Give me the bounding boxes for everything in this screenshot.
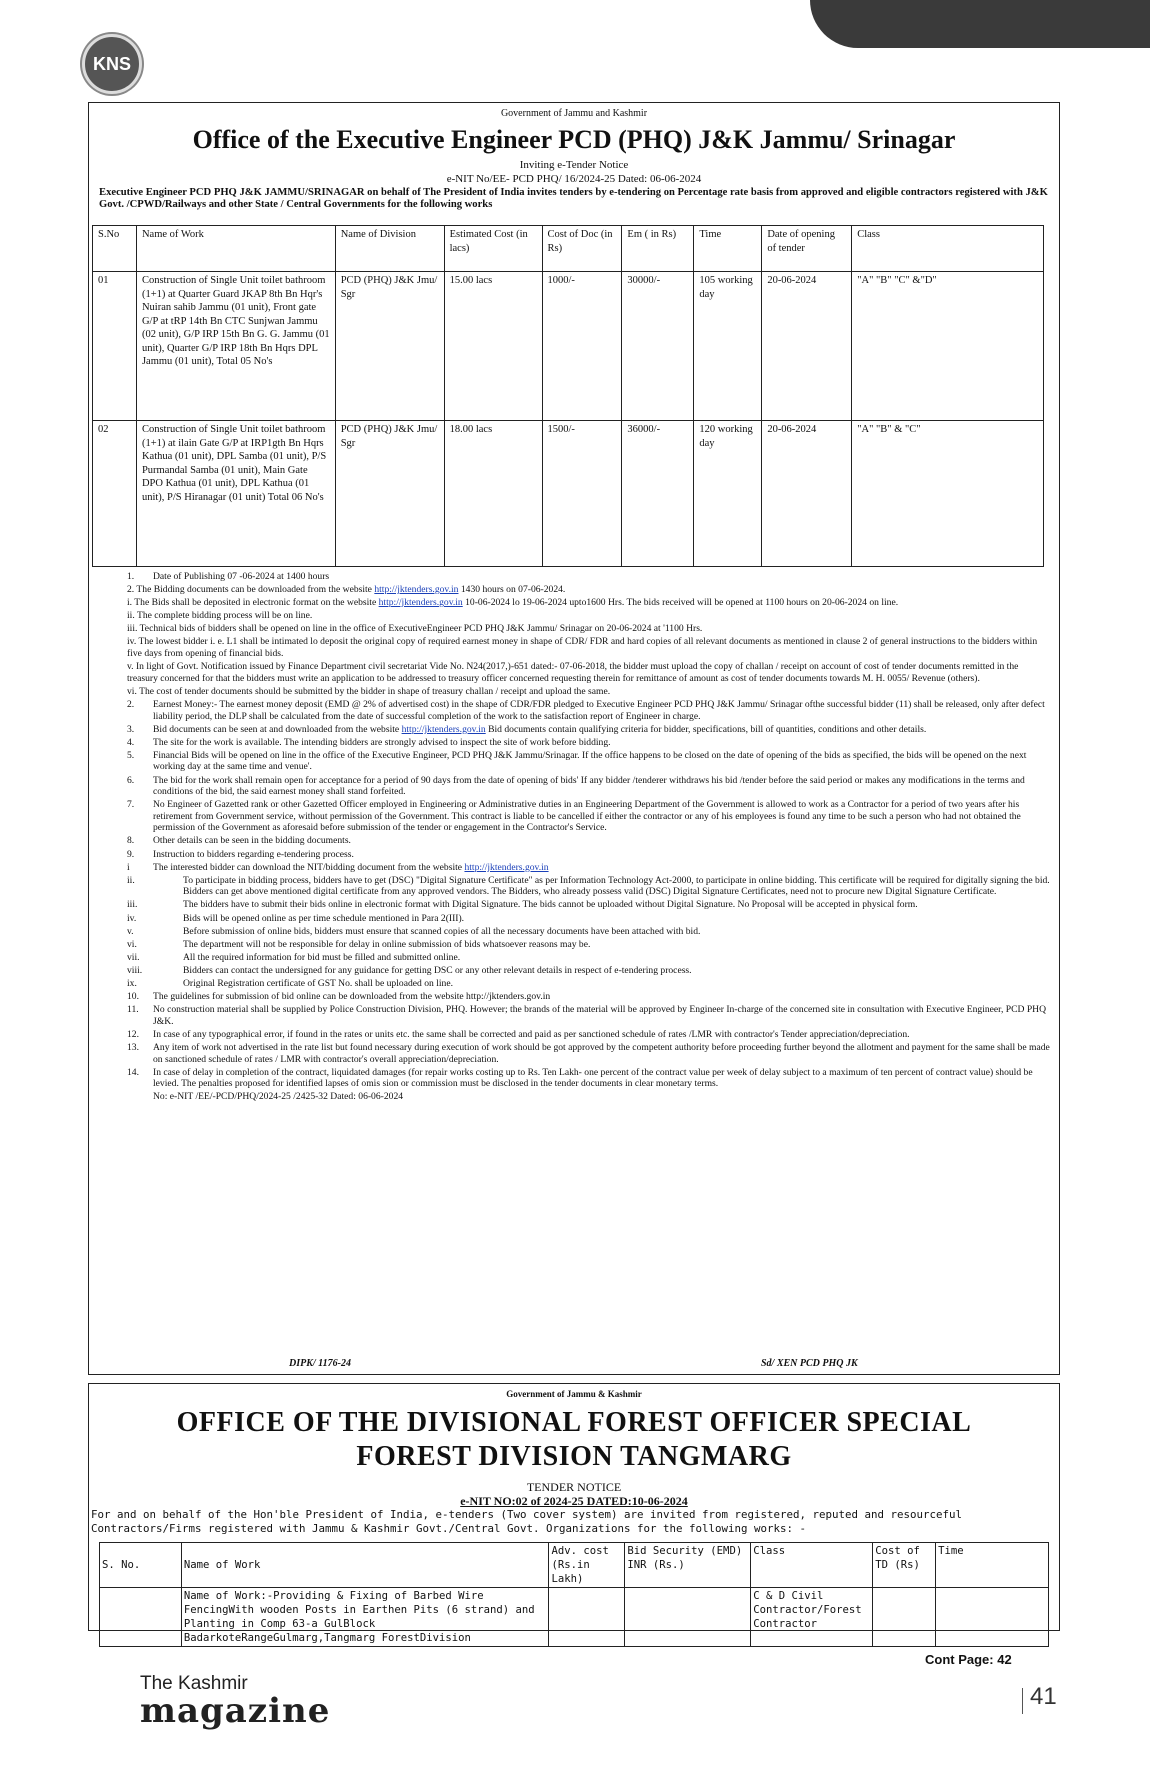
list-item: v. Before submission of online bids, bidders must ensure that scanned copies of all the necessary documents have been attached with bid. [127, 925, 701, 937]
table-cell: 30000/- [622, 272, 694, 421]
list-item: 11. No construction material shall be supplied by Police Construction Division, PHQ. However; the brands of the material will be approved by Engineer In-charge of the concerned site in consultation with Executive Engineer, PCD PHQ J&K. [127, 1004, 1047, 1027]
corner-decoration [810, 0, 1150, 48]
notice-pcd-phq [88, 102, 1060, 1375]
page-divider [1022, 1688, 1023, 1714]
table-cell: 105 working day [694, 272, 762, 421]
list-item: v. In light of Govt. Notification issued by Finance Department civil secretariat Vide No. N24(2017,)-651 dated:- 07-06-2018, the bidder must upload the copy of challan / receipt on account of cost of tender documents remitted in the treasury concerned for that the bidders must write an application to be addressed to treasury officer concerned requesting therein for remittance of amount as cost of tender documents towards M. H. 0055/ Revenue (others). [127, 661, 1019, 684]
list-item: 3. Bid documents can be seen at and downloaded from the website http://jktenders.gov.in Bid documents contain qualifying criteria for bidder, specifications, bill of quantities, conditions and other details. [127, 723, 927, 735]
list-item: 7. No Engineer of Gazetted rank or other Gazetted Officer employed in Engineering or Administrative duties in an Engineering Department of the Government is allowed to work as a Contractor for a period of two years after his retirement from Government service, without permission of the Government. This contract is liable to be cancelled if either the contractor or any of his employees is found any time to be such a person who had not obtained the permission of the Government as aforesaid before submission of the tender or engagement in the Contractor's Service. [127, 799, 1021, 834]
list-item: 5. Financial Bids will be opened on line in the office of the Executive Engineer, PCD PHQ J&K Jammu/Srinagar. If the office happens to be closed on the date of opening of the bids as specified, the bids will be opened on the next working day at the same time and venue'. [127, 749, 1027, 773]
column-header: S.No [93, 226, 137, 272]
list-item: 8. Other details can be seen in the bidding documents. [127, 835, 351, 847]
list-item: 4. The site for the work is available. The intending bidders are strongly advised to inspect the site of work before bidding. [127, 736, 611, 748]
table-cell: PCD (PHQ) J&K Jmu/ Sgr [335, 272, 444, 421]
notice1-works-table [92, 225, 1044, 567]
notice2-government: Government of Jammu & Kashmir [506, 1389, 642, 1399]
jktenders-link[interactable]: http://jktenders.gov.in [378, 597, 463, 609]
table-cell: 18.00 lacs [444, 421, 542, 567]
jktenders-link[interactable]: http://jktenders.gov.in [401, 723, 486, 735]
column-header: Time [694, 226, 762, 272]
list-item: iii. Technical bids of bidders shall be opened on line in the office of ExecutiveEngineer PCD PHQ J&K Jammu/ Srinagar on 20-06-2024 at '1100 Hrs. [127, 623, 703, 635]
table-cell: 20-06-2024 [762, 421, 852, 567]
table-cell: C & D Civil Contractor/Forest Contractor [751, 1588, 873, 1647]
list-item: ix. Original Registration certificate of GST No. shall be uploaded on line. [127, 978, 453, 989]
table-cell: 02 [93, 421, 137, 567]
list-item: 14. In case of delay in completion of the contract, liquidated damages (for repair works costing up to Rs. Ten Lakh- one percent of the contract value per week of delay subject to a maximum of ten percent of contract value) should be levied. The penalties proposed for identified lapses of omis sion or commission must be disclosed in the tender documents in clear monetary terms. [127, 1066, 1033, 1090]
list-item: 6. The bid for the work shall remain open for acceptance for a period of 90 days from the date of opening of bids' If any bidder /tenderer withdraws his bid /tender before the said period or makes any modifications in the terms and conditions of the bid, the said earnest money shall stand forfeited. [127, 774, 1025, 798]
list-item: 12. In case of any typographical error, if found in the rates or units etc. the same shall be corrected and paid as per sanctioned schedule of rates /LMR with contractor's Tender appreciation/depreciation. [127, 1028, 910, 1040]
column-header: Adv. cost (Rs.in Lakh) [549, 1543, 625, 1588]
dipk-number: DIPK/ 1176-24 [289, 1358, 351, 1369]
notice1-nit-number: e-NIT No/EE- PCD PHQ/ 16/2024-25 Dated: 06-06-2024 [446, 173, 702, 185]
table-cell: "A" "B" "C" &"D" [852, 272, 1044, 421]
notice2-works-table [99, 1542, 1049, 1647]
notice1-government: Government of Jammu and Kashmir [500, 108, 648, 119]
list-item: vi. The department will not be responsible for delay in online submission of bids whatsoever reasons may be. [127, 938, 591, 950]
list-item: 2. Earnest Money:- The earnest money deposit (EMD @ 2% of advertised cost) in the shape of CDR/FDR pledged to Executive Engineer PCD PHQ J&K Jammu/ Srinagar ofthe successful bidder (11) shall be released, only after defect liability period, the DLP shall be calculated from the date of successful completion of the work to the satisfaction report of Engineer in charge. [127, 698, 1045, 722]
table-row [93, 272, 1044, 421]
table-cell: 20-06-2024 [762, 272, 852, 421]
kns-logo: KNS [82, 34, 142, 94]
table-row [100, 1588, 1049, 1647]
list-item: 2. The Bidding documents can be downloaded from the website http://jktenders.gov.in 1430 hours on 07-06-2024. [127, 584, 566, 596]
table-header-row [93, 226, 1044, 272]
table-cell: 1500/- [542, 421, 622, 567]
jktenders-link[interactable]: http://jktenders.gov.in [464, 861, 549, 873]
table-cell [625, 1588, 751, 1647]
notice2-title: OFFICE OF THE DIVISIONAL FOREST OFFICER SPECIAL FOREST DIVISION TANGMARG [176, 1407, 972, 1472]
column-header: Time [936, 1543, 1049, 1588]
list-item: 10. The guidelines for submission of bid online can be downloaded from the website http://jktenders.gov.in [127, 991, 551, 1003]
list-item: 9. Instruction to bidders regarding e-tendering process. [127, 848, 354, 860]
column-header: Cost of Doc (in Rs) [542, 226, 622, 272]
notice-forest-division [88, 1383, 1060, 1644]
table-cell: PCD (PHQ) J&K Jmu/ Sgr [335, 421, 444, 567]
table-row [93, 421, 1044, 567]
table-cell: 36000/- [622, 421, 694, 567]
column-header: Cost of TD (Rs) [873, 1543, 936, 1588]
column-header: Class [751, 1543, 873, 1588]
list-item: iv. The lowest bidder i. e. L1 shall be intimated lo deposit the original copy of required earnest money in shape of CDR/ FDR and hard copies of all relevant documents as mentioned in clause 2 of general instructions to the bidders within five days from opening of financial bids. [127, 636, 1038, 660]
list-item: vii. All the required information for bid must be filled and submitted online. [127, 951, 461, 963]
list-item: viii. Bidders can contact the undersigned for any guidance for getting DSC or any other relevant details in respect of e-tendering process. [127, 964, 692, 976]
column-header: Name of Work [181, 1543, 549, 1588]
table-cell: Name of Work:-Providing & Fixing of Barbed Wire FencingWith wooden Posts in Earthen Pits (6 strand) and Planting in Comp 63-a GulBlock BadarkoteRangeGulmarg,Tangmarg ForestDivision [181, 1588, 549, 1647]
continued-page-label: Cont Page: 42 [925, 1652, 1012, 1667]
table-cell [936, 1588, 1049, 1647]
list-item: vi. The cost of tender documents should be submitted by the bidder in shape of treasury challan / receipt and upload the same. [127, 685, 611, 697]
notice1-intro: Executive Engineer PCD PHQ J&K JAMMU/SRINAGAR on behalf of The President of India invites tenders by e-tendering on Percentage rate basis from approved and eligible contractors registered with J&K Govt. /CPWD/Railways and other State / Central Governments for the following works [99, 187, 1048, 210]
signature: Sd/ XEN PCD PHQ JK [761, 1358, 858, 1369]
table-cell [873, 1588, 936, 1647]
notice1-title: Office of the Executive Engineer PCD (PHQ) J&K Jammu/ Srinagar [192, 125, 956, 154]
table-cell: 15.00 lacs [444, 272, 542, 421]
list-item: ii. The complete bidding process will be on line. [127, 610, 313, 622]
notice2-subtitle: TENDER NOTICE [526, 1480, 622, 1494]
list-item: i The interested bidder can download the NIT/bidding document from the website http://jktenders.gov.in [127, 861, 549, 873]
notice2-nit-number: e-NIT NO:02 of 2024-25 DATED:10-06-2024 [460, 1494, 688, 1508]
list-item: 13. Any item of work not advertised in the rate list but found necessary during execution of work should be got approved by the competent authority before proceeding further beyond the allotment and payment for the same shall be made on sanctioned schedule of rates / LMR with contractor's overall appreciation/depreciation. [127, 1041, 1050, 1065]
table-cell: 01 [93, 272, 137, 421]
list-item: ii. To participate in bidding process, bidders have to get (DSC) "Digital Signature Certificate" as per Information Technology Act-2000, to participate in online bidding. This certificate will be required for digitally signing the bid. Bidders can get above mentioned digital certificate from any approved vendors. The Bidders, who already possess valid (DSC) Digital Signature Certificates, need not to procure new Digital Signature Certificate. [127, 874, 1050, 898]
list-item: iv. Bids will be opened online as per time schedule mentioned in Para 2(III). [127, 912, 465, 924]
column-header: Estimated Cost (in lacs) [444, 226, 542, 272]
jktenders-link[interactable]: http://jktenders.gov.in [374, 584, 459, 596]
table-cell: 1000/- [542, 272, 622, 421]
notice1-terms-list [127, 571, 1051, 1104]
magazine-logo: The Kashmir magazine [140, 1673, 331, 1731]
column-header: Em ( in Rs) [622, 226, 694, 272]
list-item: 1. Date of Publishing 07 -06-2024 at 1400 hours [127, 571, 330, 582]
table-cell: "A" "B" & "C" [852, 421, 1044, 567]
table-cell [549, 1588, 625, 1647]
table-cell: Construction of Single Unit toilet bathroom (1+1) at Quarter Guard JKAP 8th Bn Hqr's Nuiran sahib Jammu (01 unit), Front gate G/P at tRP 14th Bn CTC Sunjwan Jammu (02 unit), G/P IRP 15th Bn G. G. Jammu (01 unit), Quarter G/P IRP 18th Bn Hqrs DPL Jammu (01 unit), Total 05 No's [136, 272, 335, 421]
column-header: Name of Division [335, 226, 444, 272]
column-header: Name of Work [136, 226, 335, 272]
table-header-row [100, 1543, 1049, 1588]
column-header: S. No. [100, 1543, 182, 1588]
list-item: iii. The bidders have to submit their bids online in electronic format with Digital Signature. The bids cannot be uploaded without Digital Signature. No Proposal will be accepted in physical form. [127, 899, 918, 911]
column-header: Class [852, 226, 1044, 272]
list-item: No: e-NIT /EE/-PCD/PHQ/2024-25 /2425-32 Dated: 06-06-2024 [153, 1091, 404, 1103]
table-cell: Construction of Single Unit toilet bathroom (1+1) at ilain Gate G/P at IRP1gth Bn Hqrs Kathua (01 unit), DPL Samba (01 unit), P/S Purmandal Samba (01 unit), Main Gate DPO Kathua (01 unit), DPL Kathua (01 unit), P/S Hiranagar (01 unit) Total 06 No's [136, 421, 335, 567]
table-cell [100, 1588, 182, 1647]
page-number: 41 [1030, 1683, 1057, 1710]
column-header: Bid Security (EMD) INR (Rs.) [625, 1543, 751, 1588]
notice1-subtitle: Inviting e-Tender Notice [519, 159, 629, 171]
column-header: Date of opening of tender [762, 226, 852, 272]
list-item: i. The Bids shall be deposited in electronic format on the website http://jktenders.gov.in 10-06-2024 lo 19-06-2024 upto1600 Hrs. The bids received will be opened at 1100 hours on 20-06-2024 on line. [127, 597, 899, 609]
notice2-intro: For and on behalf of the Hon'ble President of India, e-tenders (Two cover system) are invited from registered, reputed and resourceful Contractors/Firms registered with Jammu & Kashmir Govt./Central Govt. Organizations for the following works: - [91, 1508, 963, 1535]
table-cell: 120 working day [694, 421, 762, 567]
